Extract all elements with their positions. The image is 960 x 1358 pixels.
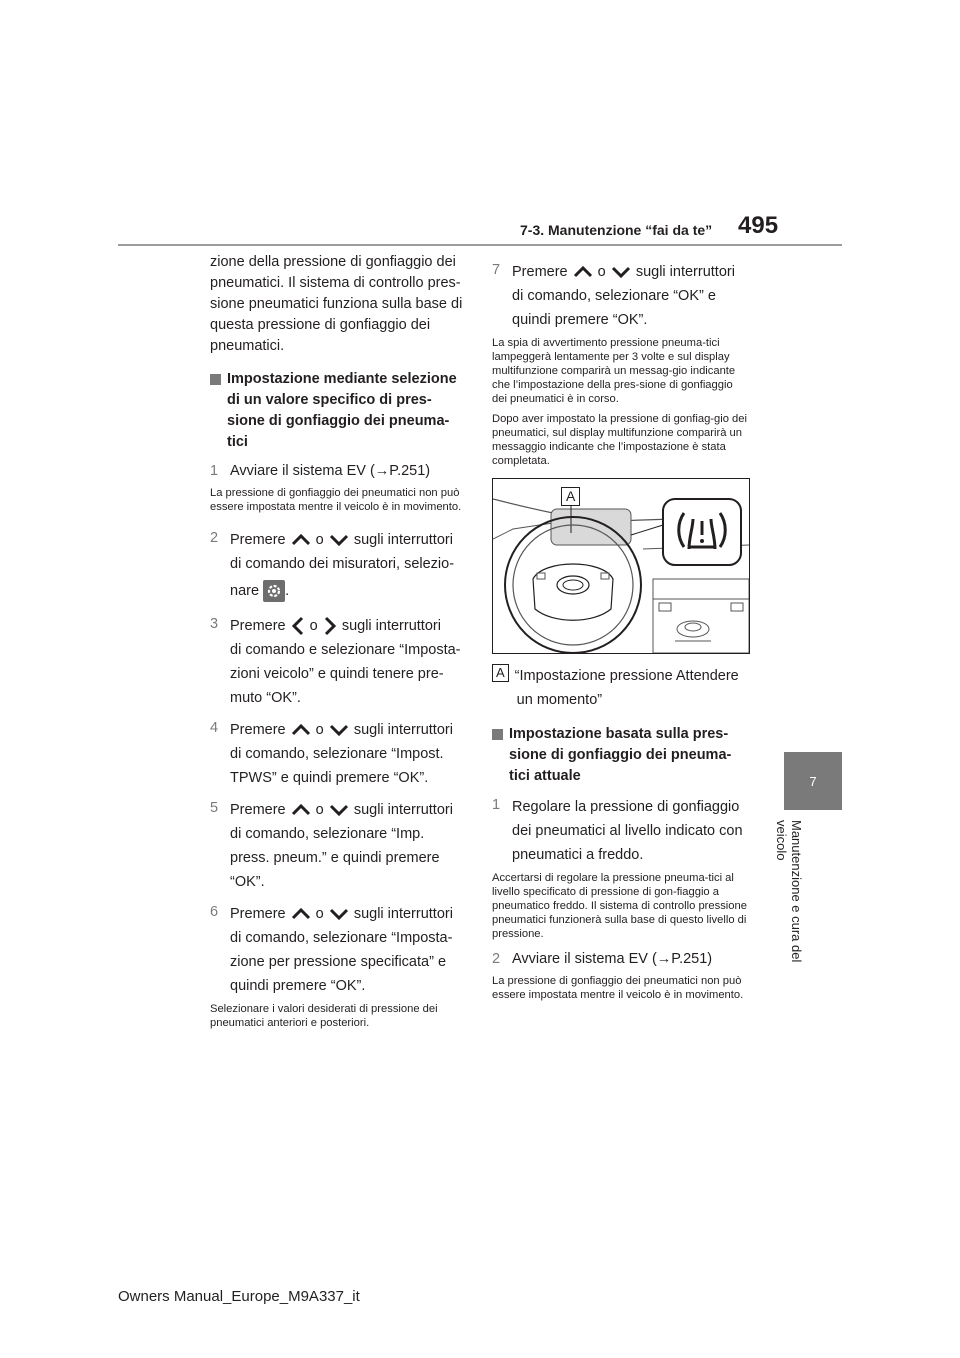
step-text: di comando, selezionare “Imp.: [230, 826, 425, 842]
step-text: o: [315, 802, 324, 818]
caption-label: A: [492, 664, 509, 682]
step-number: 2: [210, 530, 219, 546]
chevron-down-icon: [328, 803, 350, 817]
step-3: [210, 614, 466, 710]
step-text: Premere: [230, 722, 286, 738]
caption-line: “Impostazione pressione Attendere: [514, 668, 739, 684]
step-7: [492, 260, 748, 332]
step-text: o: [315, 722, 324, 738]
step-text: “OK”.: [230, 874, 265, 890]
chevron-up-icon: [290, 723, 312, 737]
step-text: sugli interruttori: [353, 906, 453, 922]
step-1: [210, 461, 466, 482]
intro-paragraph: [210, 252, 466, 357]
chevron-up-icon: [290, 533, 312, 547]
step-text: Regolare la pressione di gonfiaggio: [512, 799, 740, 815]
step-number: 5: [210, 800, 219, 816]
left-column: [210, 252, 466, 1030]
right-column: [492, 252, 748, 1002]
step-text: di comando, selezionare “Imposta-: [230, 930, 453, 946]
section-heading: [210, 369, 466, 453]
step-5: [210, 798, 466, 894]
step-text: di comando e selezionare “Imposta-: [230, 642, 461, 658]
step-text: .: [285, 583, 290, 599]
step-number: 1: [210, 463, 219, 479]
step-text: o: [315, 532, 324, 548]
square-bullet-icon: [210, 374, 221, 385]
step-text: Avviare il sistema EV (→P.251): [512, 951, 713, 967]
chevron-up-icon: [572, 265, 594, 279]
footer-text: Owners Manual_Europe_M9A337_it: [118, 1288, 360, 1305]
intro-line: pneumatici.: [210, 338, 285, 354]
step-note: La spia di avvertimento pressione pneuma-tici lampeggerà lentamente per 3 volte e sul display multifunzione comparirà un messag-gio indicante che l’impostazione della pres-sione di gonfiaggio dei pneumatici è in corso.: [492, 337, 736, 405]
section-title: 7-3. Manutenzione “fai da te”: [520, 222, 713, 238]
step-number: 6: [210, 904, 219, 920]
step-note: Dopo aver impostato la pressione di gonfiag-gio dei pneumatici, sul display multifunzione comparirà un messaggio indicante che l’impostazione è stata completata.: [492, 413, 747, 467]
page-number: 495: [738, 212, 779, 239]
step-text: Premere: [230, 906, 286, 922]
intro-line: questa pressione di gonfiaggio dei: [210, 317, 431, 333]
step-text: sugli interruttori: [341, 618, 441, 634]
heading-line: Impostazione mediante selezione: [227, 371, 457, 387]
step-text: press. pneum.” e quindi premere: [230, 850, 440, 866]
heading-line: Impostazione basata sulla pres-: [509, 726, 729, 742]
heading-line: tici: [227, 434, 248, 450]
step-number: 7: [492, 262, 501, 278]
figure-caption: [492, 664, 748, 712]
step-note: La pressione di gonfiaggio dei pneumatici non può essere impostata mentre il veicolo è in movimento.: [492, 975, 744, 1001]
step-text: Avviare il sistema EV (→P.251): [230, 463, 431, 479]
step-text: sugli interruttori: [353, 802, 453, 818]
step-text: dei pneumatici al livello indicato con: [512, 823, 743, 839]
step-text: muto “OK”.: [230, 690, 301, 706]
chevron-down-icon: [328, 533, 350, 547]
step-text: Premere: [230, 532, 286, 548]
dashboard-illustration: [493, 479, 749, 653]
chapter-tab: [784, 752, 842, 810]
dashboard-figure: [492, 478, 750, 654]
step-text: sugli interruttori: [353, 722, 453, 738]
header-rule: [118, 244, 842, 246]
step-text: o: [597, 264, 606, 280]
chevron-left-icon: [290, 616, 306, 636]
square-bullet-icon: [492, 729, 503, 740]
step-text: o: [315, 906, 324, 922]
step-number: 3: [210, 616, 219, 632]
chapter-label: Manutenzione e cura del veicolo: [774, 820, 804, 963]
step-text: TPWS” e quindi premere “OK”.: [230, 770, 429, 786]
step-text: di comando, selezionare “OK” e: [512, 288, 716, 304]
step-text: Premere: [230, 802, 286, 818]
chevron-down-icon: [328, 723, 350, 737]
step-note: Accertarsi di regolare la pressione pneuma-tici al livello specificato di pressione di gon-fiaggio a pneumatico freddo. Il sistema di controllo pressione pneumatici funzionerà sulla base di questo livello di pressione.: [492, 872, 747, 940]
step-note: La pressione di gonfiaggio dei pneumatici non può essere impostata mentre il veicolo è in movimento.: [210, 487, 462, 513]
heading-line: sione di gonfiaggio dei pneuma-: [509, 747, 732, 763]
step-text: o: [309, 618, 318, 634]
step-text: quindi premere “OK”.: [230, 978, 366, 994]
intro-line: sione pneumatici funziona sulla base di: [210, 296, 463, 312]
chevron-right-icon: [322, 616, 338, 636]
step-4: [210, 718, 466, 790]
callout-label: A: [561, 487, 580, 506]
chevron-down-icon: [610, 265, 632, 279]
step-text: nare: [230, 583, 260, 599]
step-number: 4: [210, 720, 219, 736]
step-1b: [492, 795, 748, 867]
step-text: di comando, selezionare “Impost.: [230, 746, 444, 762]
chapter-number: 7: [809, 773, 817, 789]
step-number: 1: [492, 797, 501, 813]
intro-line: pneumatici. Il sistema di controllo pres-: [210, 275, 461, 291]
step-2b: [492, 949, 748, 970]
step-text: quindi premere “OK”.: [512, 312, 648, 328]
section-heading: [492, 724, 748, 787]
heading-line: sione di gonfiaggio dei pneuma-: [227, 413, 450, 429]
step-text: Premere: [512, 264, 568, 280]
heading-line: tici attuale: [509, 768, 581, 784]
step-6: [210, 902, 466, 998]
step-note: Selezionare i valori desiderati di pressione dei pneumatici anteriori e posteriori.: [210, 1003, 438, 1029]
chevron-up-icon: [290, 907, 312, 921]
caption-line: un momento”: [516, 692, 603, 708]
step-2: [210, 528, 466, 606]
step-text: Premere: [230, 618, 286, 634]
step-text: sugli interruttori: [635, 264, 735, 280]
step-text: zione per pressione specificata” e: [230, 954, 447, 970]
step-number: 2: [492, 951, 501, 967]
step-text: zioni veicolo” e quindi tenere pre-: [230, 666, 444, 682]
chevron-down-icon: [328, 907, 350, 921]
heading-line: di un valore specifico di pres-: [227, 392, 432, 408]
intro-line: zione della pressione di gonfiaggio dei: [210, 254, 456, 270]
step-text: pneumatici a freddo.: [512, 847, 644, 863]
chevron-up-icon: [290, 803, 312, 817]
step-text: di comando dei misuratori, selezio-: [230, 556, 455, 572]
settings-gear-icon: [263, 580, 285, 602]
step-text: sugli interruttori: [353, 532, 453, 548]
